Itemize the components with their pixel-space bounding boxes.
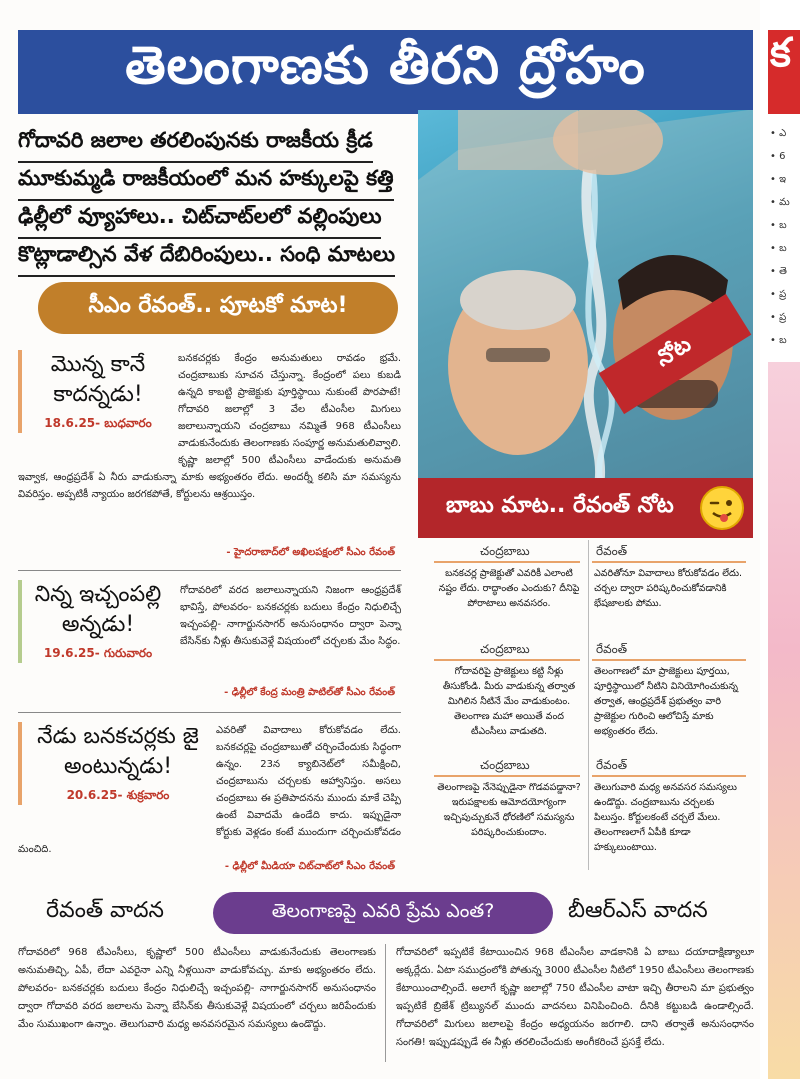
bullet-item: • మ [770,197,790,208]
cmp-left-head: చంద్రబాబు [480,642,530,656]
cmp-underline [434,775,580,777]
quote-text-body: ఎవరితో వివాదాలు కోరుకోవడం లేదు. బనకచర్లపై చంద్రబాబుతో చర్చించేందుకు సిద్ధంగా ఉన్నం. 23న క్యాబినెట్‌లో సమీక్షించి, చంద్రబాబును చర్చలకు ఆహ్వానిస్తం. అసలు చంద్రబాబు ఈ ప్రతిపాదనను ముందు మాకే చెప్పి ఉంటే వివాదమే ఉండేది కాదు. ఇప్పుడైనా కోర్టుకు వెళ్లడం కంటే ముందుగా చర్చించుకోవడం మంచిది. [18,725,401,855]
quote-source: - ఢిల్లీలో కేంద్ర మంత్రి పాటిల్‌తో సీఎం రేవంత్‌ [224,687,395,698]
cmp-underline [434,561,580,563]
quote-title: నిన్న ఇచ్చంపల్లి అన్నడు! [34,582,162,637]
quote-date: 19.6.25- గురువారం [43,646,153,660]
bullet-item: • బ [770,243,787,254]
quote-text [18,350,401,540]
quote-date: 18.6.25- బుధవారం [44,416,152,430]
quote-box-2 [18,580,168,663]
quote-block-3 [18,722,401,882]
cmp-left-head: చంద్రబాబు [480,758,530,772]
wink-emoji-icon [700,486,744,530]
comparison-banner: బాబు మాట.. రేవంత్‌ నోట [418,478,753,538]
cmp-right-head: రేవంత్‌ [596,544,628,558]
bottom-pill: తెలంగాణపై ఎవరి ప్రేమ ఎంత? [213,892,553,934]
quote-title: మొన్న కానే కాదన్నడు! [50,352,146,407]
comparison-divider [588,540,589,870]
quote-date: 20.6.25- శుక్రవారం [66,788,170,802]
quote-block-2 [18,580,401,710]
quote-text: గోదావరిలో వరద జలాలున్నాయని నిజంగా ఆంధ్రప్రదేశ్‌ భావిస్తే, పోలవరం- బనకచర్లకు బదులు కేంద్రం నిధులిచ్చే ఇచ్చంపల్లి- నాగార్జునసాగర్‌ అనుసంధానం ద్వారా పెన్నా బేసిన్‌కు నీళ్లు తీసుకువెళ్లే విషయంలో చర్చలకు మేం సిద్ధం. [180,585,401,647]
bottom-left-label: రేవంత్‌ వాదన [46,898,164,923]
page-title: తెలంగాణకు తీరని ద్రోహం [18,30,753,114]
cmp-right-head: రేవంత్‌ [596,758,628,772]
cmp-underline [592,561,746,563]
bottom-left-text: గోదావరిలో 968 టీఎంసీలు, కృష్ణాలో 500 టీఎంసీలు వాడుకునేందుకు తెలంగాణకు అనుమతిచ్చి, ఏపీ, లేదా ఎవరైనా ఎన్ని నీళ్లయినా వాడుకోవచ్చు. మాకు అభ్యంతరం లేదు. పోలవరం- బనకచర్లకు బదులు కేంద్రం నిధులిచ్చే ఇచ్చంపల్లి- నాగార్జునసాగర్‌ అనుసంధానం ద్వారా గోదావరి వరద జలాలను పెన్నా బేసిన్‌కు తీసుకువెళ్లే విషయంలో చర్చలు జరిపేందుకు మేం సుముఖంగా ఉన్నాం. తెలుగువారి మధ్య అనవసరమైన సమస్యలు ఉండొద్దు. [18,947,376,1030]
headline-1: గోదావరి జలాల తరలింపునకు రాజకీయ క్రీడ [18,128,373,163]
headline-3: ఢిల్లీలో వ్యూహాలు.. చిట్‌చాట్‌లలో వల్లింపులు [18,204,381,239]
quote-block-1 [18,350,401,565]
quote-title: నేడు బనకచర్లకు జై అంటున్నడు! [37,724,199,779]
section-pill: సీఎం రేవంత్‌.. పూటకో మాట! [38,282,398,334]
quote-source: - హైదరాబాద్‌లో అఖిలపక్షంలో సీఎం రేవంత్‌ [226,547,395,558]
adjacent-photo [768,362,800,1079]
adjacent-title-fragment: క [768,30,800,114]
cmp-left-text: తెలంగాణపై నేనెప్పుడైనా గొడవపడ్డానా? ఇరుపక్షాలకు ఆమోదయోగ్యంగా ఇచ్చిపుచ్చుకునే ధోరణిలో సమస్యను పరిష్కరించుకుందాం. [437,782,581,838]
cmp-right-text: తెలుగువారి మధ్య అనవసర సమస్యలు ఉండొద్దు. చంద్రబాబును చర్చలకు పిలుస్తం. కోర్టులకంటే చర్చలే మేలు. తెలంగాణలాగే ఏపీకి కూడా హక్కులుంటాయి. [594,782,737,853]
cmp-right-head: రేవంత్‌ [596,642,628,656]
adjacent-bullet-list [770,122,800,352]
cmp-underline [592,659,746,661]
bullet-item: • ప్ర [770,312,787,323]
cmp-left-head: చంద్రబాబు [480,544,530,558]
divider [18,712,401,713]
bottom-divider [385,944,386,1062]
quote-text [18,722,401,872]
headline-2: మూకుమ్మడి రాజకీయంలో మన హక్కులపై కత్తి [18,166,394,201]
bullet-item: • బ [770,335,787,346]
headline-4: కొట్లాడాల్సిన వేళ దేబిరింపులు.. సంధి మాటలు [18,242,395,277]
cmp-underline [434,659,580,661]
note-tag: నోట [599,294,752,414]
bullet-item: • తె [770,266,787,277]
bullet-item: • ఇ [770,174,786,185]
photo-illustration [418,110,753,490]
quote-source: - ఢిల్లీలో మీడియా చిట్‌చాట్‌లో సీఎం రేవంత్‌ [224,861,395,872]
quote-text-body: బనకచర్లకు కేంద్రం అనుమతులు రావడం భ్రమే. చంద్రబాబుకు సూచన చేస్తున్నా. కేంద్రంలో పలు కుబడి ఉన్నది కాబట్టి ప్రాజెక్టుకు పూర్తిస్థాయి నుకుంటే పొరపాటే! గోదావరి జలాల్లో 3 వేల టీఎంసీల మిగులు జలాలున్నాయని చంద్రబాబు నమ్మితే 968 టీఎంసీలు వాడుకునేందుకు తెలంగాణకు సంపూర్ణ అనుమతులివ్వాలి. కృష్ణా జలాల్లో 500 టీఎంసీలు వాడేందుకు అనుమతి ఇవ్వాక, ఆంధ్రప్రదేశ్‌ ఏ నీరు వాడుకున్నా మాకు అభ్యంతరం లేదు. అందర్నీ కలిసి మా సమస్యను వివరిస్తం. అప్పటికీ న్యాయం జరగకపోతే, కోర్టులను ఆశ్రయిస్తం. [18,353,401,500]
bottom-right-text: గోదావరిలో ఇప్పటికే కేటాయించిన 968 టీఎంసీల వాడకానికి ఏ బాబు దయాదాక్షిణ్యాలూ అక్కర్లేదు. ఏటా సముద్రంలోకి పోతున్న 3000 టీఎంసీల నీటిలో 1950 టీఎంసీలు తెలంగాణకు కేటాయించాల్సిందే. అలాగే కృష్ణా జలాల్లో 750 టీఎంసీల వాటా ఇచ్చి తీరాలని మా ప్రభుత్వం ఇప్పటికే బ్రిజేశ్‌ ట్రిబ్యునల్‌ ముందు వాదనలు వినిపించింది. దీనికి కట్టుబడి ఉండాల్సిందే. గోదావరిలో మిగులు జలాలపై కేంద్రం అధ్యయనం జరగాలి. దాని తర్వాతే అనుసంధానం సంగతి! ఇప్పుడప్పుడే ఈ నీళ్లు తరలించేందుకు అంగీకరించే ప్రసక్తే లేదు. [396,947,754,1048]
leaders-photo [418,110,753,490]
bottom-header [18,888,760,942]
cmp-right-text: తెలంగాణలో మా ప్రాజెక్టులు పూర్తయి, పూర్తిస్థాయిలో నీటిని వినియోగించుకున్న తర్వాత, ఆంధ్రప్రదేశ్‌ ప్రభుత్వం వారి ప్రాజెక్టుల గురించి ఆలోచిస్తే మాకు అభ్యంతరం లేదు. [594,666,738,737]
divider [18,570,401,571]
cmp-right-text: ఎవరితోనూ వివాదాలు కోరుకోవడం లేదు. చర్చల ద్వారా పరిష్కరించుకోవడానికి భేషజాలకు పోము. [594,568,743,609]
bottom-right-label: బీఆర్‌ఎస్‌ వాదన [568,898,708,923]
cmp-underline [592,775,746,777]
cmp-left-text: బనకచర్ల ప్రాజెక్టుతో ఎవరికీ ఎలాంటి నష్టం లేదు. రాద్ధాంతం ఎందుకు? దీనిపై పోరాటాలు అనవసరం. [438,568,580,609]
bullet-item: • ఎ [770,128,787,139]
bullet-item: • ప్ర [770,289,787,300]
bullet-item: • బ [770,220,787,231]
bullet-item: • 6 [770,151,786,162]
cmp-left-text: గోదావరిపై ప్రాజెక్టులు కట్టి నీళ్లు తీసుకోండి. మీరు వాడుకున్న తర్వాత మిగిలిన నీటినే మేం వాడుకుంటం. తెలంగాణ మహా అయితే వంద టీఎంసీలు వాడుతది. [442,666,576,737]
